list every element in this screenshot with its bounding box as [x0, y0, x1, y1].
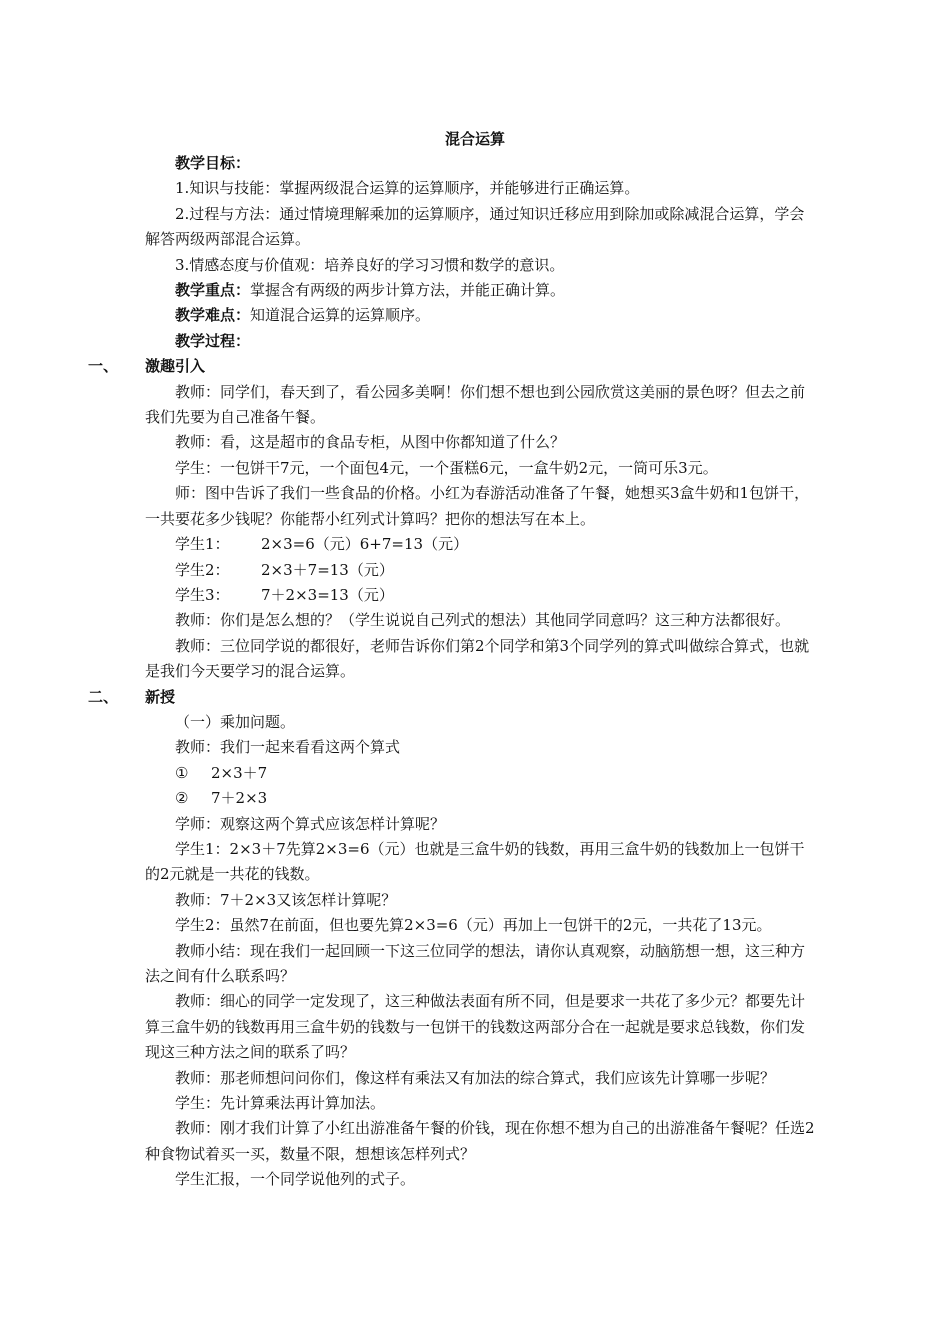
s2-paragraph-11: 教师：刚才我们计算了小红出游准备午餐的价钱，现在你想不想为自己的出游准备午餐呢？任选2种食物试着买一买，数量不限，想想该怎样列式？: [145, 1119, 815, 1163]
student-2-expression: 2×3＋7=13（元）: [261, 560, 394, 579]
s2-paragraph-7: 教师小结：现在我们一起回顾一下这三位同学的想法，请你认真观察，动脑筋想一想，这三种方法之间有什么联系吗？: [145, 941, 806, 985]
s2-paragraph-4: 学生1：2×3＋7先算2×3=6（元）也就是三盒牛奶的钱数，再用三盒牛奶的钱数加上一包饼干的2元就是一共花的钱数。: [145, 839, 805, 884]
expression-2: [145, 786, 815, 811]
difficulty-paragraph: [145, 303, 815, 328]
focus-label: 教学重点：: [175, 281, 251, 300]
goal-attitude: 3.情感态度与价值观：培养良好的学习习惯和数学的意识。: [175, 255, 565, 274]
focus-text: 掌握含有两级的两步计算方法，并能正确计算。: [250, 281, 566, 300]
expression-1-text: 2×3＋7: [211, 763, 268, 782]
s2-paragraph-12: 学生汇报，一个同学说他列的式子。: [175, 1170, 416, 1189]
s2-paragraph-6: 学生2：虽然7在前面，但也要先算2×3=6（元）再加上一包饼干的2元，一共花了13元。: [175, 916, 772, 935]
s1-paragraph-5: 教师：你们是怎么想的？（学生说说自己列式的想法）其他同学同意吗？这三种方法都很好。: [175, 611, 791, 630]
s2-paragraph-9: 教师：那老师想问问你们，像这样有乘法又有加法的综合算式，我们应该先计算哪一步呢？: [175, 1068, 776, 1087]
circled-one: ①: [175, 763, 189, 782]
section-1-number: 一、: [88, 357, 119, 376]
student-2-formula: [145, 558, 815, 583]
section-1-title: 激趣引入: [145, 357, 206, 376]
s2-paragraph-2: 教师：我们一起来看看这两个算式: [175, 738, 401, 757]
s1-paragraph-2: 教师：看，这是超市的食品专柜，从图中你都知道了什么？: [175, 433, 566, 452]
s2-paragraph-10: 学生：先计算乘法再计算加法。: [175, 1094, 386, 1113]
student-3-label: 学生3：: [175, 585, 230, 604]
s2-paragraph-3: 学师：观察这两个算式应该怎样计算呢？: [175, 814, 446, 833]
section-2-number: 二、: [88, 687, 119, 706]
student-1-label: 学生1：: [175, 535, 230, 554]
s2-paragraph-1: （一）乘加问题。: [175, 712, 296, 731]
expression-1: [145, 761, 815, 786]
document-title: 混合运算: [444, 130, 505, 148]
goal-process: 2.过程与方法：通过情境理解乘加的运算顺序，通过知识迁移应用到除加或除减混合运算，学会解答两级两部混合运算。: [145, 204, 805, 249]
circled-two: ②: [175, 789, 189, 808]
student-1-formula: [145, 532, 815, 557]
difficulty-text: 知道混合运算的运算顺序。: [250, 306, 431, 325]
focus-paragraph: [145, 278, 815, 303]
expression-2-text: 7＋2×3: [211, 789, 268, 808]
document-body: [88, 151, 815, 1193]
goals-heading: 教学目标：: [175, 154, 251, 172]
student-3-formula: [145, 583, 815, 608]
student-2-label: 学生2：: [175, 560, 230, 579]
section-2-title: 新授: [145, 687, 176, 706]
s2-paragraph-8: 教师：细心的同学一定发现了，这三种做法表面有所不同，但是要求一共花了多少元？都要先计算三盒牛奶的钱数再用三盒牛奶的钱数与一包饼干的钱数这两部分合在一起就是要求总钱数，你们发现这三种方法之间的联系了吗？: [145, 992, 806, 1062]
s1-paragraph-1: 教师：同学们，春天到了，看公园多美啊！你们想不想也到公园欣赏这美丽的景色呀？但去之前我们先要为自己准备午餐。: [145, 382, 806, 427]
s1-paragraph-6: 教师：三位同学说的都很好，老师告诉你们第2个同学和第3个同学列的算式叫做综合算式，也就是我们今天要学习的混合运算。: [145, 636, 810, 681]
process-heading: 教学过程：: [175, 331, 251, 350]
difficulty-label: 教学难点：: [175, 306, 251, 325]
student-3-expression: 7＋2×3=13（元）: [261, 585, 394, 604]
s1-paragraph-4: 师：图中告诉了我们一些食品的价格。小红为春游活动准备了午餐，她想买3盒牛奶和1包饼干，一共要花多少钱呢？你能帮小红列式计算吗？把你的想法写在本上。: [145, 484, 810, 528]
s2-paragraph-5: 教师：7＋2×3又该怎样计算呢？: [175, 890, 397, 909]
goal-knowledge: 1.知识与技能：掌握两级混合运算的运算顺序，并能够进行正确运算。: [175, 179, 640, 198]
section-2-heading: [88, 685, 815, 710]
student-1-expression: 2×3=6（元）6+7=13（元）: [261, 535, 469, 554]
s1-paragraph-3: 学生：一包饼干7元，一个面包4元，一个蛋糕6元，一盒牛奶2元，一筒可乐3元。: [175, 458, 718, 477]
section-1-heading: [88, 354, 815, 379]
